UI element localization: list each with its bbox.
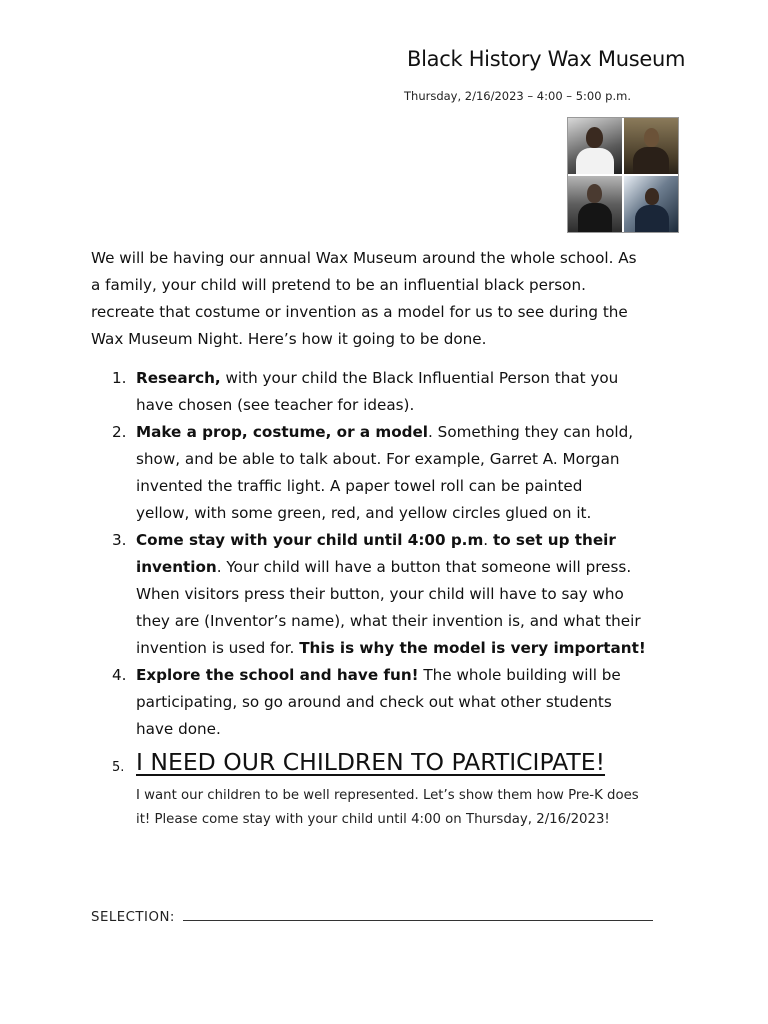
event-date: Thursday, 2/16/2023 – 4:00 – 5:00 p.m. [404,89,631,103]
item-text: they are (Inventor’s name), what their invention is, and what their [136,612,641,630]
item-text: . Your child will have a button that someone will press. [216,558,632,576]
instructions-list [112,365,692,743]
list-item [112,662,692,743]
item-text: The whole building will be [418,666,621,684]
item-text: have done. [136,720,221,738]
item-text: have chosen (see teacher for ideas). [136,396,415,414]
portrait-photo-3 [568,176,622,232]
intro-line: a family, your child will pretend to be an influential black person. [91,276,586,294]
selection-blank-line[interactable] [183,908,653,921]
item-text: invented the traffic light. A paper towel roll can be painted [136,477,583,495]
participation-line: it! Please come stay with your child until 4:00 on Thursday, 2/16/2023! [136,812,610,827]
selection-label: SELECTION: [91,910,175,925]
item-bold: Come stay with your child until 4:00 p.m [136,531,484,549]
portrait-collage [567,117,679,233]
item-bold: This is why the model is very important! [299,639,646,657]
participation-text [136,784,696,832]
intro-line: We will be having our annual Wax Museum around the whole school. As [91,249,637,267]
item-number: 4. [112,666,127,684]
item-text: invention is used for. [136,639,300,657]
page-title: Black History Wax Museum [407,47,686,71]
participation-line: I want our children to be well represented. Let’s show them how Pre-K does [136,788,639,803]
selection-field [91,908,653,925]
item-number: 2. [112,423,127,441]
item-text: yellow, with some green, red, and yellow circles glued on it. [136,504,592,522]
intro-line: recreate that costume or invention as a model for us to see during the [91,303,628,321]
item-text: participating, so go around and check out what other students [136,693,612,711]
item-bold: Explore the school and have fun! [136,666,419,684]
list-item [112,527,692,662]
portrait-photo-2 [624,118,678,174]
item-number: 1. [112,369,127,387]
item-bold: Make a prop, costume, or a model [136,423,429,441]
list-item [112,419,692,527]
portrait-photo-4 [624,176,678,232]
item-text: show, and be able to talk about. For example, Garret A. Morgan [136,450,620,468]
item-number: 5. [112,760,125,775]
participation-heading: I NEED OUR CHILDREN TO PARTICIPATE! [136,748,606,776]
intro-paragraph [91,245,691,353]
intro-line: Wax Museum Night. Here’s how it going to be done. [91,330,487,348]
item-bold: Research, [136,369,221,387]
item-bold: invention [136,558,217,576]
portrait-photo-1 [568,118,622,174]
item-text: . Something they can hold, [428,423,634,441]
list-item [112,365,692,419]
item-number: 3. [112,531,127,549]
item-bold: to set up their [492,531,616,549]
item-text: with your child the Black Influential Person that you [220,369,619,387]
item-text: . [483,531,493,549]
item-text: When visitors press their button, your child will have to say who [136,585,624,603]
